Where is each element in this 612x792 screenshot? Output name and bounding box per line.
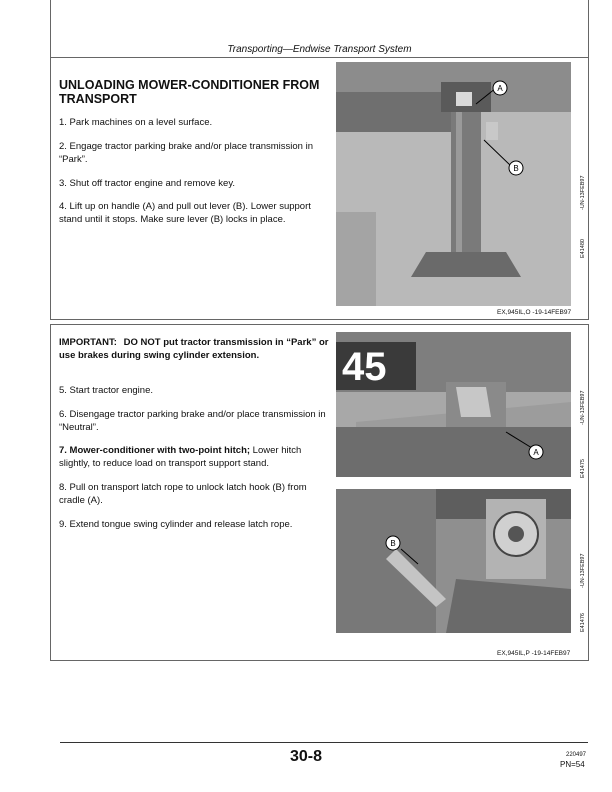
- step-6: 6. Disengage tractor parking brake and/or place transmission in “Neutral”.: [59, 409, 326, 433]
- step-7-bold: 7. Mower-conditioner with two-point hitch;: [59, 445, 251, 456]
- header-rule: [50, 57, 589, 58]
- photo-3-code: -UN-13FEB97: [580, 553, 586, 588]
- callout-a-2: A: [533, 448, 539, 457]
- photo-2-id: E41475: [580, 459, 586, 478]
- footer-pn: PN=54: [560, 760, 585, 769]
- latch-hook-photo: [336, 489, 571, 633]
- support-stand-photo: [336, 62, 571, 306]
- page-number: 30-8: [290, 748, 323, 765]
- footer-rule: [60, 742, 588, 743]
- decal-45: 45: [342, 345, 387, 389]
- callout-b: B: [513, 164, 519, 173]
- running-header: Transporting—Endwise Transport System: [227, 44, 412, 55]
- section-2-ref: EX,945IL,P -19-14FEB97: [497, 650, 571, 657]
- step-1: 1. Park machines on a level surface.: [59, 117, 213, 128]
- callout-a: A: [497, 84, 503, 93]
- step-4: 4. Lift up on handle (A) and pull out lever (B). Lower support stand until it stops. Make sure lever (B) locks in place.: [59, 201, 311, 225]
- important-label: IMPORTANT:: [59, 337, 117, 348]
- step-7: [59, 444, 329, 470]
- step-7-rest: Lower hitch slightly, to reduce load on transport support stand.: [59, 445, 302, 469]
- cradle-photo: [336, 332, 571, 477]
- photo-1-code: -UN-13FEB97: [580, 175, 586, 210]
- photo-2-code: -UN-13FEB97: [580, 390, 586, 425]
- important-note: [59, 336, 339, 362]
- step-2: 2. Engage tractor parking brake and/or place transmission in “Park”.: [59, 141, 313, 165]
- section-1-ref: EX,945IL,O -19-14FEB97: [497, 309, 572, 316]
- step-5: 5. Start tractor engine.: [59, 385, 153, 396]
- step-8: 8. Pull on transport latch rope to unlock latch hook (B) from cradle (A).: [59, 482, 307, 506]
- step-3: 3. Shut off tractor engine and remove key.: [59, 178, 236, 189]
- callout-b-2: B: [390, 539, 396, 548]
- section-1-title: UNLOADING MOWER-CONDITIONER FROM TRANSPORT: [59, 78, 320, 106]
- photo-1-id: E41480: [580, 239, 586, 258]
- step-9: 9. Extend tongue swing cylinder and release latch rope.: [59, 519, 293, 530]
- important-text: DO NOT put tractor transmission in “Park” or use brakes during swing cylinder extension.: [59, 337, 329, 361]
- footer-code: 220497: [566, 752, 587, 758]
- photo-3-id: E41476: [580, 613, 586, 632]
